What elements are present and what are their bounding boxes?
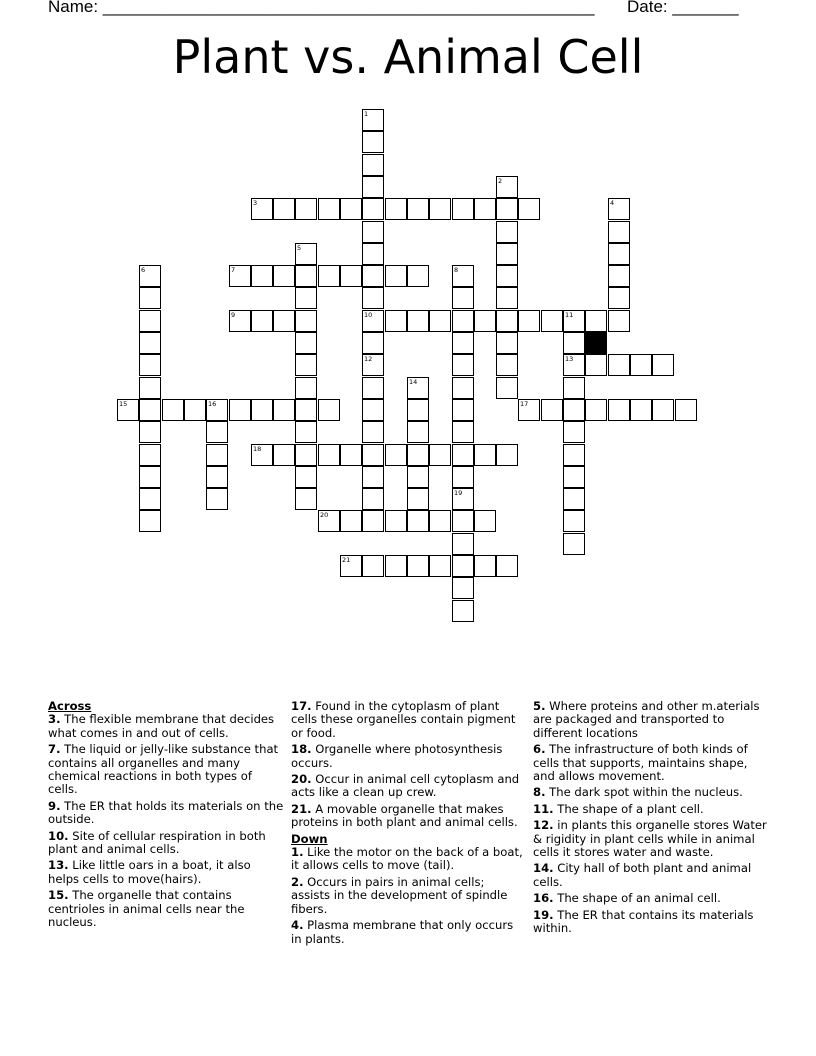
clue-number-label: 7 (231, 266, 236, 274)
clue-number-label: 1 (364, 110, 369, 118)
clue-down-8 (533, 786, 769, 799)
crossword-cell[interactable] (362, 154, 384, 176)
clue-number-label: 21 (342, 556, 351, 564)
crossword-cell[interactable] (362, 265, 384, 287)
clue-number-label: 3 (253, 199, 258, 207)
crossword-cell[interactable] (452, 555, 474, 577)
crossword-cell[interactable] (630, 399, 652, 421)
crossword-cell[interactable] (362, 221, 384, 243)
clue-text: Site of cellular respiration in both plant and animal cells. (48, 828, 266, 857)
crossword-cell[interactable] (608, 243, 630, 265)
clue-number: 16. (533, 891, 554, 906)
clue-across-9 (48, 800, 284, 827)
crossword-cell[interactable] (407, 421, 429, 443)
crossword-cell[interactable] (429, 310, 451, 332)
crossword-cell[interactable] (563, 332, 585, 354)
crossword-cell[interactable] (273, 444, 295, 466)
crossword-cell[interactable] (452, 444, 474, 466)
crossword-cell[interactable] (429, 444, 451, 466)
clue-text: Where proteins and other m.aterials are packaged and transported to different locations (533, 699, 760, 740)
clue-across-15 (48, 889, 284, 929)
clue-across-10 (48, 830, 284, 857)
clue-number: 4. (291, 918, 304, 933)
crossword-cell[interactable] (385, 198, 407, 220)
clue-text: The infrastructure of both kinds of cells that supports, maintains shape, and allows movement. (533, 742, 748, 784)
crossword-cell[interactable] (452, 533, 474, 555)
crossword-cell[interactable] (295, 466, 317, 488)
crossword-cell[interactable] (139, 354, 161, 376)
crossword-cell[interactable] (362, 488, 384, 510)
crossword-cell[interactable] (563, 533, 585, 555)
across-heading: Across (48, 699, 92, 713)
crossword-cell[interactable] (295, 377, 317, 399)
clue-number: 8. (533, 785, 546, 800)
clue-down-6 (533, 743, 769, 783)
crossword-cell[interactable] (273, 198, 295, 220)
clue-number: 19. (533, 907, 554, 922)
crossword-cell[interactable] (474, 198, 496, 220)
clue-number-label: 15 (119, 400, 128, 408)
clue-text: The shape of an animal cell. (557, 891, 721, 906)
crossword-cell[interactable] (139, 466, 161, 488)
clue-text: The liquid or jelly-like substance that contains all organelles and many chemical reactions in both types of cells. (48, 742, 279, 797)
crossword-cell[interactable] (362, 510, 384, 532)
crossword-cell[interactable] (496, 265, 518, 287)
crossword-cell[interactable] (385, 444, 407, 466)
clue-down-4 (291, 919, 527, 946)
clue-number-label: 14 (409, 378, 418, 386)
crossword-cell[interactable] (273, 310, 295, 332)
clue-text: in plants this organelle stores Water & rigidity in plant cells while in animal cells it stores water and waste. (533, 818, 767, 860)
clue-down-1 (291, 846, 527, 873)
clue-text: The flexible membrane that decides what comes in and out of cells. (48, 712, 275, 740)
crossword-cell[interactable] (496, 287, 518, 309)
crossword-cell[interactable] (117, 399, 139, 421)
crossword-cell[interactable] (608, 287, 630, 309)
clue-number-label: 20 (320, 511, 329, 519)
crossword-cell[interactable] (139, 444, 161, 466)
clue-number: 3. (48, 712, 61, 727)
crossword-cell[interactable] (362, 109, 384, 131)
clue-number-label: 12 (364, 355, 373, 363)
crossword-cell[interactable] (407, 310, 429, 332)
clue-number: 2. (291, 874, 304, 889)
crossword-cell[interactable] (518, 198, 540, 220)
crossword-cell[interactable] (585, 354, 607, 376)
crossword-cell[interactable] (563, 399, 585, 421)
crossword-cell[interactable] (340, 444, 362, 466)
crossword-cell[interactable] (452, 265, 474, 287)
crossword-cell[interactable] (139, 421, 161, 443)
clue-number-label: 9 (231, 311, 236, 319)
page-title: Plant vs. Animal Cell (172, 30, 644, 84)
crossword-cell[interactable] (407, 198, 429, 220)
crossword-cell[interactable] (251, 265, 273, 287)
clue-number: 1. (291, 845, 304, 860)
crossword-cell[interactable] (139, 510, 161, 532)
crossword-cell[interactable] (362, 332, 384, 354)
crossword-cell[interactable] (229, 265, 251, 287)
clue-number-label: 4 (610, 199, 615, 207)
clue-down-19 (533, 909, 769, 936)
crossword-cell[interactable] (295, 243, 317, 265)
crossword-cell[interactable] (496, 377, 518, 399)
crossword-cell[interactable] (563, 354, 585, 376)
crossword-cell[interactable] (518, 310, 540, 332)
clues-column-1 (48, 700, 284, 933)
crossword-cell[interactable] (474, 310, 496, 332)
clue-text: Occur in animal cell cytoplasm and acts like a clean up crew. (291, 772, 520, 800)
clue-down-16 (533, 892, 769, 905)
crossword-cell[interactable] (452, 466, 474, 488)
crossword-cell[interactable] (541, 399, 563, 421)
clue-number: 13. (48, 858, 69, 873)
date-field-label: Date: _______ (627, 0, 739, 16)
crossword-cell[interactable] (139, 488, 161, 510)
down-heading: Down (291, 831, 328, 846)
crossword-cell[interactable] (563, 310, 585, 332)
clue-text: Organelle where photosynthesis occurs. (291, 742, 503, 770)
clue-number: 6. (533, 742, 546, 757)
crossword-cell[interactable] (273, 399, 295, 421)
crossword-cell[interactable] (295, 265, 317, 287)
crossword-cell[interactable] (273, 265, 295, 287)
clues-column-3 (533, 700, 769, 939)
crossword-cell[interactable] (407, 399, 429, 421)
crossword-cell[interactable] (295, 287, 317, 309)
name-field-label: Name: ____________________________________________________ (48, 0, 595, 16)
crossword-cell[interactable] (206, 399, 228, 421)
crossword-cell[interactable] (229, 399, 251, 421)
crossword-cell[interactable] (563, 466, 585, 488)
crossword-cell[interactable] (496, 332, 518, 354)
crossword-cell[interactable] (295, 354, 317, 376)
clue-number: 10. (48, 828, 69, 843)
crossword-cell[interactable] (295, 332, 317, 354)
crossword-cell[interactable] (295, 444, 317, 466)
clue-text: Occurs in pairs in animal cells; assists in the development of spindle fibers. (291, 874, 508, 916)
clue-text: Like little oars in a boat, it also helps cells to move(hairs). (48, 858, 251, 886)
crossword-cell[interactable] (496, 243, 518, 265)
crossword-cell[interactable] (585, 310, 607, 332)
crossword-cell[interactable] (452, 287, 474, 309)
crossword-cell[interactable] (608, 198, 630, 220)
crossword-cell[interactable] (496, 221, 518, 243)
crossword-cell[interactable] (206, 444, 228, 466)
crossword-cell[interactable] (496, 310, 518, 332)
clue-text: A movable organelle that makes proteins in both plant and animal cells. (291, 801, 518, 830)
crossword-cell[interactable] (295, 488, 317, 510)
crossword-cell[interactable] (496, 354, 518, 376)
clue-number: 20. (291, 772, 312, 787)
clue-down-12 (533, 819, 769, 859)
clue-text: The shape of a plant cell. (557, 801, 704, 816)
crossword-cell[interactable] (340, 510, 362, 532)
crossword-cell[interactable] (206, 466, 228, 488)
crossword-cell[interactable] (407, 488, 429, 510)
crossword-cell[interactable] (139, 399, 161, 421)
clue-number: 18. (291, 742, 312, 757)
crossword-cell[interactable] (362, 310, 384, 332)
crossword-cell[interactable] (362, 354, 384, 376)
clue-number: 14. (533, 861, 554, 876)
crossword-cell[interactable] (585, 399, 607, 421)
crossword-cell[interactable] (496, 198, 518, 220)
clue-across-7 (48, 743, 284, 797)
clue-down-5 (533, 700, 769, 740)
crossword-cell[interactable] (362, 287, 384, 309)
clue-across-18 (291, 743, 527, 770)
clue-number: 12. (533, 818, 554, 833)
crossword-cell[interactable] (295, 421, 317, 443)
crossword-cell[interactable] (407, 466, 429, 488)
crossword-cell[interactable] (563, 421, 585, 443)
crossword-cell[interactable] (407, 555, 429, 577)
crossword-cell[interactable] (251, 399, 273, 421)
clue-number-label: 5 (297, 244, 302, 252)
clue-text: The ER that holds its materials on the outside. (48, 798, 284, 827)
clue-number-label: 19 (454, 489, 463, 497)
clue-across-20 (291, 773, 527, 800)
crossword-cell[interactable] (362, 377, 384, 399)
crossword-cell[interactable] (452, 488, 474, 510)
crossword-cell[interactable] (452, 399, 474, 421)
clue-number-label: 18 (253, 445, 262, 453)
crossword-cell[interactable] (563, 510, 585, 532)
clue-number: 11. (533, 801, 554, 816)
crossword-cell[interactable] (139, 332, 161, 354)
crossword-cell[interactable] (652, 354, 674, 376)
crossword-cell[interactable] (608, 354, 630, 376)
black-square (585, 332, 607, 354)
crossword-cell[interactable] (162, 399, 184, 421)
clue-down-14 (533, 862, 769, 889)
crossword-cell[interactable] (385, 555, 407, 577)
crossword-cell[interactable] (206, 488, 228, 510)
crossword-cell[interactable] (608, 399, 630, 421)
crossword-cell[interactable] (563, 444, 585, 466)
clue-number: 5. (533, 699, 546, 713)
crossword-cell[interactable] (184, 399, 206, 421)
clue-text: The ER that contains its materials within. (533, 907, 754, 936)
crossword-cell[interactable] (474, 555, 496, 577)
clue-number-label: 10 (364, 311, 373, 319)
crossword-cell[interactable] (362, 444, 384, 466)
crossword-cell[interactable] (452, 198, 474, 220)
crossword-cell[interactable] (362, 131, 384, 153)
crossword-cell[interactable] (139, 287, 161, 309)
clue-number-label: 6 (141, 266, 146, 274)
crossword-cell[interactable] (362, 421, 384, 443)
clue-text: The dark spot within the nucleus. (549, 785, 743, 800)
crossword-cell[interactable] (452, 354, 474, 376)
crossword-cell[interactable] (318, 399, 340, 421)
crossword-cell[interactable] (541, 310, 563, 332)
clue-number: 17. (291, 699, 312, 713)
crossword-cell[interactable] (563, 377, 585, 399)
crossword-cell[interactable] (362, 399, 384, 421)
crossword-cell[interactable] (630, 354, 652, 376)
clue-number-label: 17 (520, 400, 529, 408)
crossword-cell[interactable] (652, 399, 674, 421)
crossword-cell[interactable] (452, 332, 474, 354)
crossword-cell[interactable] (362, 198, 384, 220)
crossword-cell[interactable] (229, 310, 251, 332)
clue-number: 21. (291, 801, 312, 816)
crossword-cell[interactable] (362, 176, 384, 198)
clue-across-13 (48, 859, 284, 886)
crossword-cell[interactable] (385, 310, 407, 332)
crossword-cell[interactable] (139, 265, 161, 287)
clue-across-17 (291, 700, 527, 740)
crossword-cell[interactable] (429, 198, 451, 220)
clue-across-21 (291, 803, 527, 830)
crossword-cell[interactable] (139, 377, 161, 399)
crossword-cell[interactable] (608, 221, 630, 243)
crossword-cell[interactable] (429, 510, 451, 532)
crossword-cell[interactable] (452, 577, 474, 599)
crossword-cell[interactable] (362, 555, 384, 577)
clue-across-3 (48, 713, 284, 740)
clue-number: 9. (48, 798, 61, 813)
crossword-cell[interactable] (474, 444, 496, 466)
clue-number: 7. (48, 742, 61, 757)
crossword-cell[interactable] (340, 555, 362, 577)
clue-text: The organelle that contains centrioles in animal cells near the nucleus. (48, 888, 245, 930)
crossword-cell[interactable] (474, 510, 496, 532)
crossword-cell[interactable] (340, 198, 362, 220)
clue-number-label: 16 (208, 400, 217, 408)
clue-number-label: 2 (498, 177, 503, 185)
crossword-cell[interactable] (496, 444, 518, 466)
clue-down-11 (533, 803, 769, 816)
crossword-cell[interactable] (340, 265, 362, 287)
crossword-cell[interactable] (295, 198, 317, 220)
crossword-cell[interactable] (407, 510, 429, 532)
crossword-cell[interactable] (206, 421, 228, 443)
crossword-cell[interactable] (385, 265, 407, 287)
crossword-cell[interactable] (452, 421, 474, 443)
clue-text: Plasma membrane that only occurs in plants. (291, 918, 514, 946)
crossword-cell[interactable] (385, 510, 407, 532)
clue-down-2 (291, 876, 527, 916)
crossword-cell[interactable] (318, 198, 340, 220)
crossword-cell[interactable] (452, 310, 474, 332)
clues-column-2 (291, 700, 527, 949)
clue-text: Like the motor on the back of a boat, it allows cells to move (tail). (291, 845, 523, 873)
crossword-cell[interactable] (496, 555, 518, 577)
crossword-cell[interactable] (251, 310, 273, 332)
crossword-cell[interactable] (496, 176, 518, 198)
crossword-cell[interactable] (318, 510, 340, 532)
crossword-cell[interactable] (318, 444, 340, 466)
crossword-cell[interactable] (452, 510, 474, 532)
clue-number-label: 13 (565, 355, 574, 363)
crossword-cell[interactable] (407, 265, 429, 287)
crossword-cell[interactable] (295, 310, 317, 332)
crossword-cell[interactable] (608, 310, 630, 332)
crossword-cell[interactable] (429, 555, 451, 577)
crossword-cell[interactable] (452, 377, 474, 399)
crossword-cell[interactable] (318, 265, 340, 287)
crossword-cell[interactable] (295, 399, 317, 421)
crossword-cell[interactable] (452, 600, 474, 622)
crossword-cell[interactable] (139, 310, 161, 332)
clue-text: City hall of both plant and animal cells. (533, 861, 752, 889)
crossword-cell[interactable] (407, 377, 429, 399)
crossword-cell[interactable] (251, 444, 273, 466)
crossword-cell[interactable] (518, 399, 540, 421)
crossword-cell[interactable] (675, 399, 697, 421)
crossword-cell[interactable] (563, 488, 585, 510)
crossword-cell[interactable] (362, 243, 384, 265)
clue-number: 15. (48, 888, 69, 903)
crossword-cell[interactable] (608, 265, 630, 287)
crossword-cell[interactable] (362, 466, 384, 488)
clue-text: Found in the cytoplasm of plant cells these organelles contain pigment or food. (291, 699, 516, 740)
clue-number-label: 8 (454, 266, 459, 274)
crossword-cell[interactable] (251, 198, 273, 220)
crossword-cell[interactable] (407, 444, 429, 466)
clue-number-label: 11 (565, 311, 574, 319)
